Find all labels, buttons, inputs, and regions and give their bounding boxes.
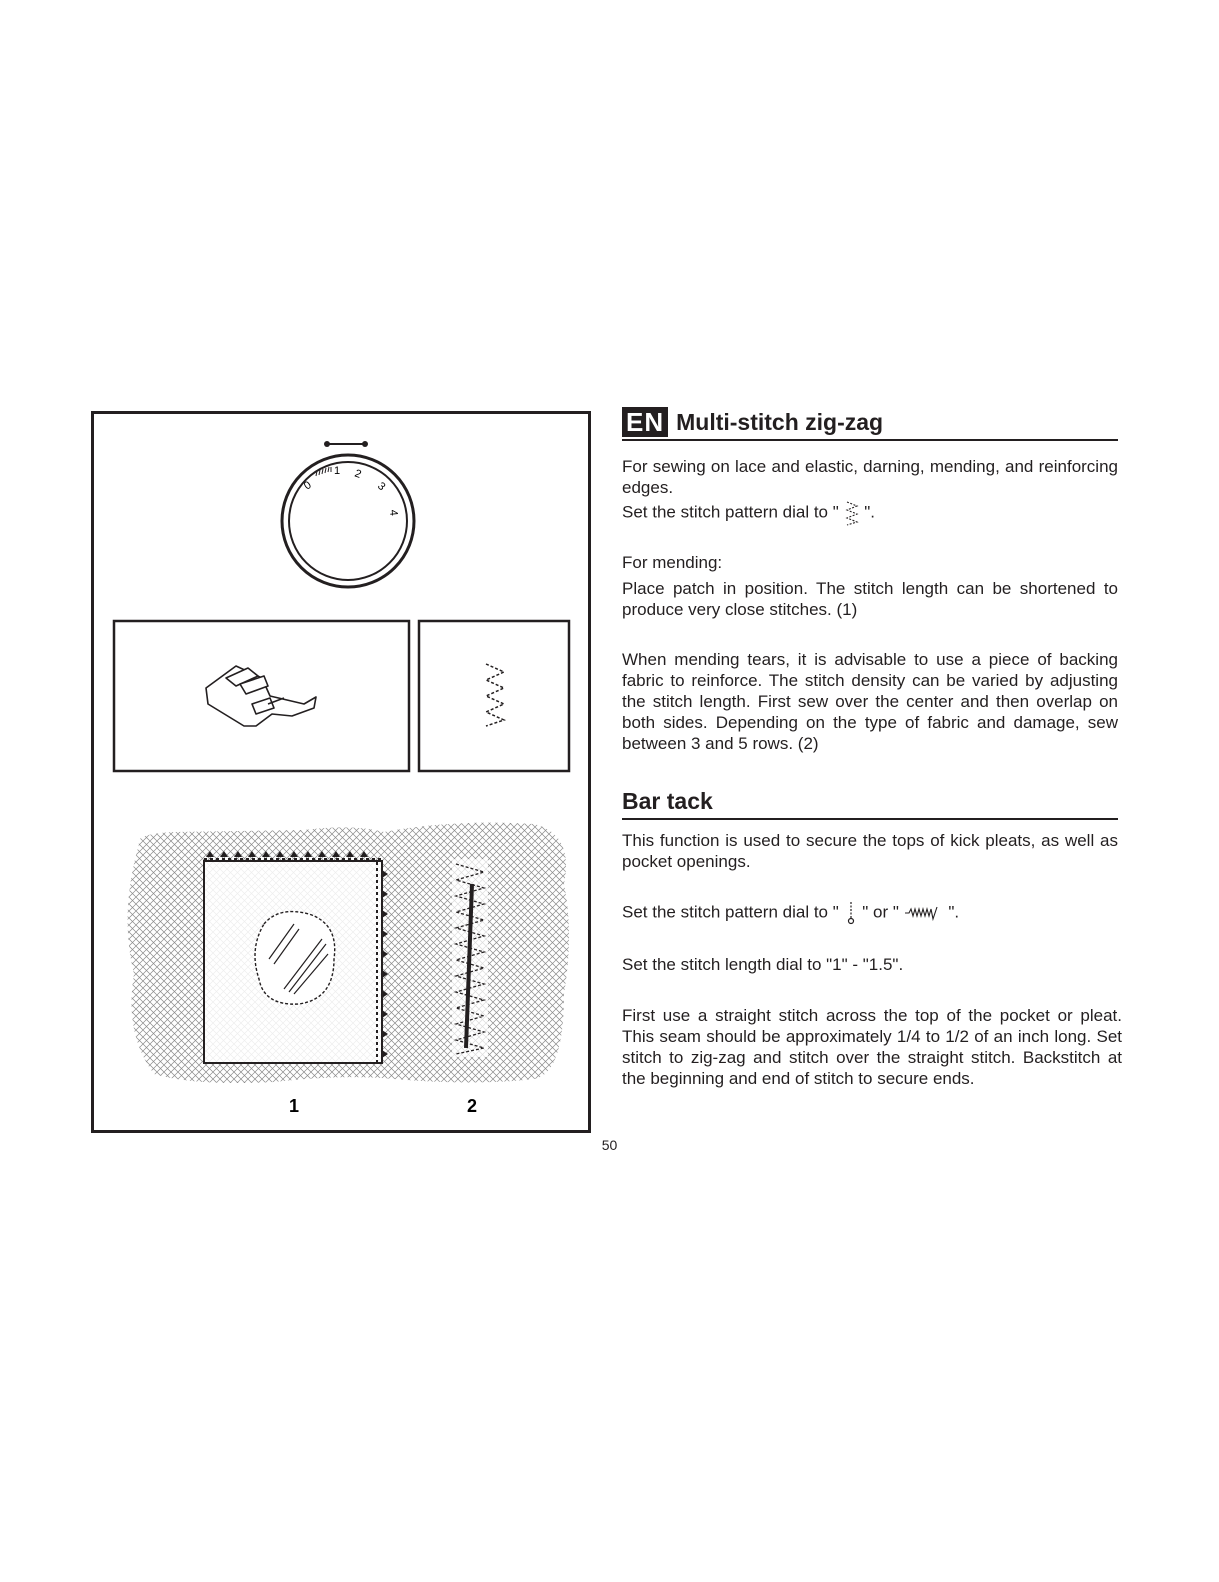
bartack-length-line: Set the stitch length dial to "1" - "1.5". [622, 955, 904, 974]
dial-number-0: 0 [301, 479, 314, 493]
mending-title: For mending: [622, 553, 723, 572]
dial-number-4: 4 [387, 509, 400, 517]
patch-illustration [204, 851, 388, 1064]
bartack-dial-line [622, 900, 1118, 926]
multi-zigzag-symbol-icon [844, 500, 860, 526]
dial-number-2: 2 [352, 467, 363, 481]
language-badge: EN [622, 407, 668, 437]
stitch-length-dial [282, 441, 414, 587]
heading-multi-stitch-zigzag: Multi-stitch zig-zag [676, 408, 884, 435]
presser-foot-icon [206, 666, 316, 726]
bartack-symbol-icon [844, 900, 858, 926]
bartack-dial-close: ". [948, 902, 960, 922]
page-number: 50 [601, 1137, 618, 1153]
figure-frame [91, 411, 591, 1133]
set-dial-text: Set the stitch pattern dial to " [622, 502, 839, 522]
bartack-intro: This function is used to secure the tops of kick pleats, as well as pocket openings. [622, 831, 1118, 871]
figure-label-2: 2 [466, 1096, 478, 1116]
section-heading-multi-stitch [622, 408, 1118, 441]
heading-bar-tack: Bar tack [622, 788, 1118, 820]
set-dial-close: ". [864, 502, 876, 522]
text-column [622, 407, 1122, 1089]
dial-number-3: 3 [375, 480, 388, 494]
zigzag-symbol-icon [904, 904, 944, 922]
dial-number-1: 1 [334, 465, 341, 477]
intro-paragraph: For sewing on lace and elastic, darning, mending, and reinforcing edges. [622, 457, 1118, 497]
darning-illustration [452, 859, 488, 1057]
bartack-dial-text: Set the stitch pattern dial to " [622, 902, 839, 922]
multi-zigzag-pattern-icon [486, 664, 504, 726]
tears-paragraph: When mending tears, it is advisable to use a piece of backing fabric to reinforce. The stitch density can be varied by adjusting the stitch length. First sew over the center and then overlap on both sides. Depending on the type of fabric and damage, sew between 3 and 5 rows. (2) [622, 650, 1118, 753]
stitch-pattern-box [419, 621, 569, 771]
set-dial-line [622, 500, 1118, 526]
bartack-steps: First use a straight stitch across the top of the pocket or pleat. This seam should be approximately 1/4 to 1/2 of an inch long. Set stitch to zig-zag and stitch over the straight stitch. Backstitch at the beginning and end of stitch to secure ends. [622, 1006, 1122, 1088]
figure-label-1: 1 [288, 1096, 300, 1116]
mending-paragraph: Place patch in position. The stitch length can be shortened to produce very close stitches. (1) [622, 579, 1118, 619]
bartack-dial-or: " or " [862, 902, 899, 922]
illustrations [94, 414, 588, 1130]
